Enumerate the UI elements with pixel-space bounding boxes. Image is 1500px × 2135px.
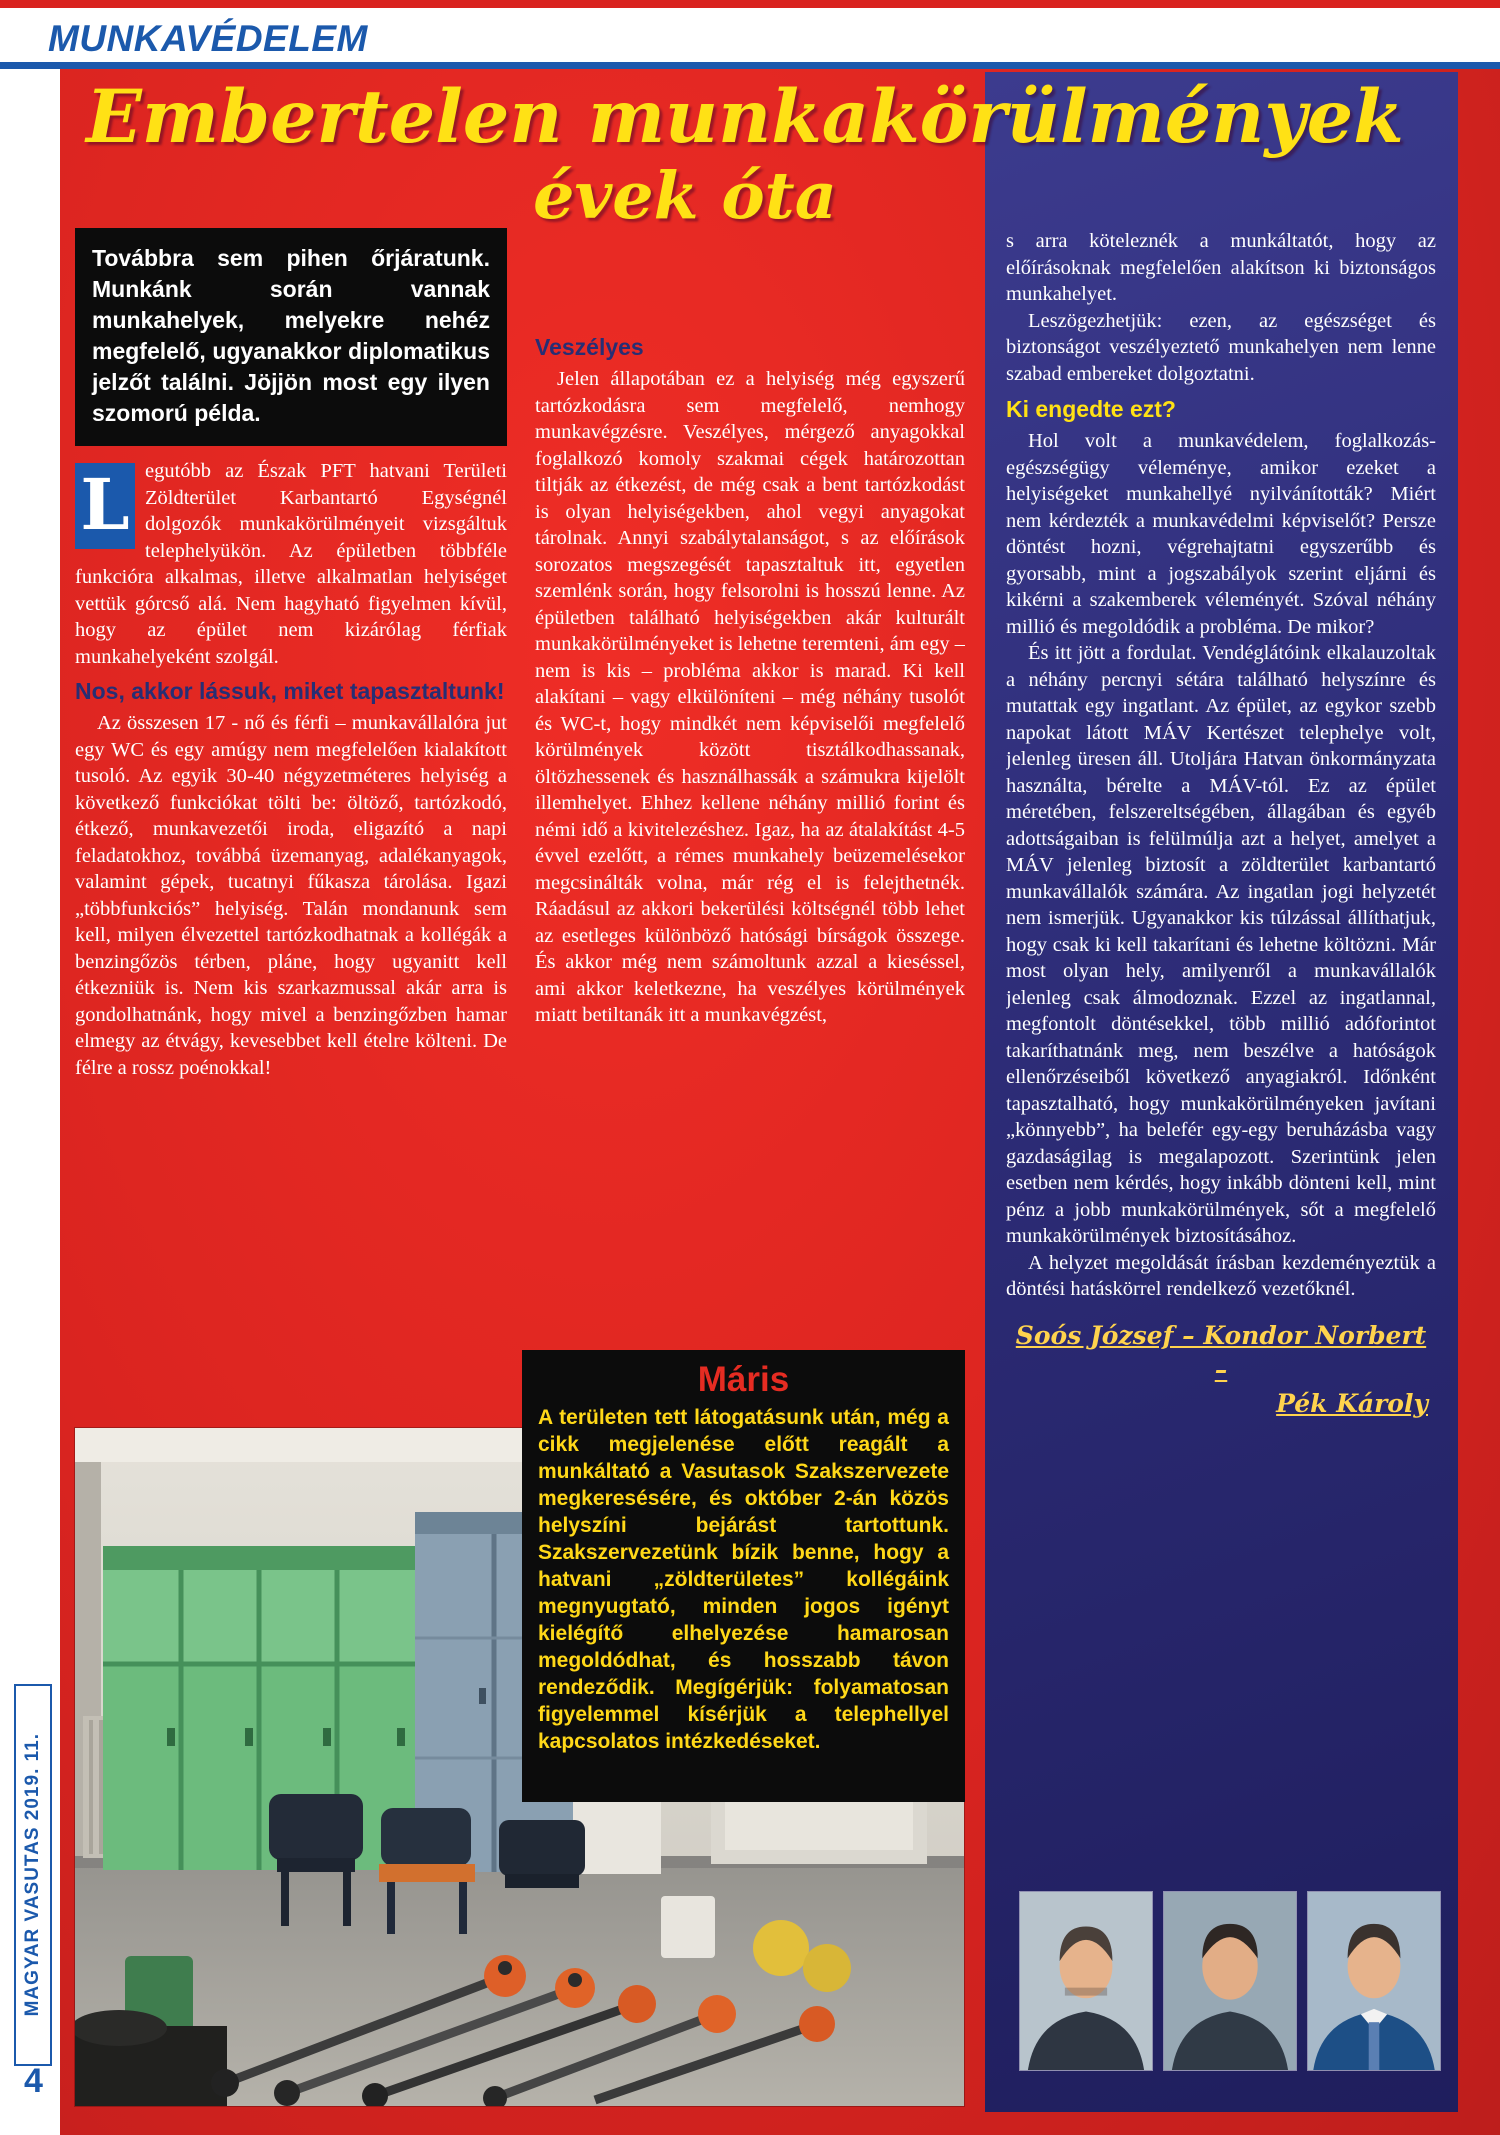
- portrait-2-graphic: [1164, 1892, 1296, 2070]
- column-left: [75, 458, 507, 1423]
- green-lockers-shape: [103, 1546, 415, 1870]
- header-rule: [0, 62, 1500, 69]
- magazine-spine-label: MAGYAR VASUTAS 2019. 11.: [22, 1733, 43, 2017]
- portrait-photo-2: [1164, 1892, 1296, 2070]
- helmet-shape: [753, 1920, 809, 1976]
- spine-box: [14, 1684, 52, 2066]
- dropcap-letter: L: [75, 463, 135, 549]
- left-paragraph-1-text: egutóbb az Észak PFT hatvani Területi Zöldterület Karbantartó Egységnél dolgozók munkakörülményeit vizsgáltuk telephelyükön. Az épületben többféle funkcióra alkalmas, illetve alkalmatlan helyiséget vettük górcső alá. Nem hagyható figyelmen kívül, hogy az épület nem kizárólag férfiak munkahelyeként szolgál.: [75, 460, 507, 668]
- byline: [1006, 1319, 1436, 1421]
- left-subhead: Nos, akkor lássuk, miket tapasztaltunk!: [75, 678, 505, 704]
- top-edge-rule: [0, 0, 1500, 8]
- helmet-2-shape: [803, 1944, 851, 1992]
- page-header-bar: [0, 8, 1500, 62]
- title-line-1: Embertelen munkakörülmények: [86, 74, 1404, 160]
- portrait-photo-3: [1308, 1892, 1440, 2070]
- right-paragraph-4: És itt jött a fordulat. Vendéglátóink elkalauzoltak a néhány percnyi sétára található helyszínre és mutattak egy ingatlant. Az épület, az egykor szebb napokat látott MÁV Kertészet telephelye volt, jelenleg üresen áll. Utoljára Hatvan önkormányzata használta, bérelte a MÁV-tól. Ez az épület méretében, felszereltségében, állagában és egyéb adottságaiban is felülmúlja azt a helyet, amelyet a MÁV jelenleg biztosít a zöldterület karbantartó munkavállalók számára. Az ingatlan jogi helyzetét nem ismerjük. Ugyanakkor kis túlzással állíthatjuk, hogy csak ki kell takarítani és lehetne költözni. Már most olyan hely, amilyenről a munkavállalók jelenleg csak álmodoznak. Ezzel az ingatlannal, megfontolt döntésekkel, több millió adóforintot takaríthatnánk meg, nem beszélve a hatóságok ellenőrzéseiből következő anyagiakról. Időnként tapasztalható, hogy munkakörülményeken javítani „könnyebb”, ha belefér egy-egy beruházásba vagy gazdaságilag is megalapozott. Szerintünk jelen esetben nem kérdés, hogy inkább dönteni kell, mint pénz a jobb munkakörülmények, sőt a megfelelő munkakörülmények biztosításához.: [1006, 642, 1436, 1247]
- right-subhead: Ki engedte ezt?: [1006, 396, 1176, 422]
- author-portraits: [1020, 1892, 1440, 2070]
- left-paragraph-1: [75, 458, 507, 670]
- right-paragraph-2: Leszögezhetjük: ezen, az egészséget és biztonságot veszélyeztető munkahelyen nem lenne szabad embereket dolgoztatni.: [1006, 309, 1436, 385]
- right-paragraph-1: s arra köteleznék a munkáltatót, hogy az előírásoknak megfelelően alakítson ki biztonságos munkahelyet.: [1006, 230, 1436, 305]
- update-box-title: Máris: [697, 1360, 790, 1399]
- portrait-photo-1: [1020, 1892, 1152, 2070]
- lead-text: Továbbra sem pihen őrjáratunk. Munkánk során vannak munkahelyek, melyekre nehéz megfelelő, ugyanakkor diplomatikus jelzőt találni. Jöjjön most egy ilyen szomorú példa.: [92, 245, 490, 426]
- update-box: [522, 1350, 965, 1802]
- update-box-text: A területen tett látogatásunk után, még a cikk megjelenése előtt reagált a munkáltató a Vasutasok Szakszervezete megkeresésére, és október 2-án közös helyszíni bejárást tartottunk. Szakszervezetünk bízik benne, hogy a hatvani „zöldterületes” kollégáink megnyugtató, minden jogos igényt kielégítő elhelyezése hamarosan megoldódhat, és hosszabb távon rendeződik. Megígérjük: folyamatosan figyelemmel kísérjük a telephellyel kapcsolatos intézkedéseket.: [538, 1406, 949, 1753]
- title-line-2: évek óta: [533, 157, 837, 234]
- column-right: [1006, 228, 1436, 1890]
- middle-subhead: Veszélyes: [535, 334, 644, 360]
- right-paragraph-5: A helyzet megoldását írásban kezdeményeztük a döntési hatáskörrel rendelkező vezetőknél.: [1006, 1251, 1436, 1300]
- article-title: [50, 74, 1440, 234]
- section-kicker: MUNKAVÉDELEM: [48, 18, 368, 59]
- left-paragraph-2: Az összesen 17 - nő és férfi – munkavállalóra jut egy WC és egy amúgy nem megfelelően kialakított tusoló. Az egyik 30-40 négyzetméteres helyiség a következő funkciókat tölti be: öltöző, tartózkodó, étkező, munkavezetői iroda, eligazító a napi feladatokhoz, továbbá üzemanyag, adalékanyagok, valamint gépek, tucatnyi fűkasza tárolása. Igazi „többfunkciós” helyiség. Talán mondanunk sem kell, milyen élvezettel tartózkodhatnak a kollégák a benzingőzös térben, pláne, hogy ugyanitt kell étkezniük is. Nem kis szarkazmussal akár arra is gondolhatnánk, hogy mivel a benzingőzben hamar elmegy az étvágy, kevesebbet kell ételre költeni. De félre a rossz poénokkal!: [75, 712, 507, 1079]
- lead-paragraph-box: [75, 228, 507, 446]
- byline-line-1: Soós József – Kondor Norbert –: [1015, 1320, 1427, 1384]
- byline-line-2: Pék Károly: [1276, 1388, 1428, 1418]
- right-paragraph-3: Hol volt a munkavédelem, foglalkozás-egészségügy véleménye, amikor ezeket a helyiségeket munkahellyé nyilvánították? Miért nem kérdezték a munkavédelmi képviselőt? Persze döntést hozni, végrehajtatni egyszerűbb és gyorsabb, mint a jogszabályok szerint eljárni és kikérni a szakemberek véleményét. Szóval néhány millió és megoldódik a probléma. De mikor?: [1006, 430, 1436, 638]
- page-number: 4: [24, 2062, 43, 2100]
- column-middle: [535, 334, 965, 1346]
- middle-paragraph-1: Jelen állapotában ez a helyiség még egyszerű tartózkodásra sem megfelelő, nemhogy munkavégzésre. Veszélyes, mérgező anyagokkal foglalkozó komoly szakmai cégek határozottan tiltják az étkezést, de még csak a bent tartózkodást is olyan helyiségekben, ahol vegyi anyagokat tárolnak. Annyi szabálytalanságot, s az előírások sorozatos megszegését tapasztaltuk itt, egyetlen szemlénk során, hogy felsorolni is hosszú lenne. Az épületben található helyiségekben akár kulturált munkakörülményeket is lehetne teremteni, ám egy – nem is kis – probléma akkor is marad. Ki kell alakítani – vagy elkülöníteni – még néhány tusolót és WC-t, hogy mindkét nem képviselői megfelelő körülmények között tisztálkodhassanak, öltözhessenek és használhassák a számukra kijelölt illemhelyet. Ehhez kellene néhány millió forint és némi idő a kivitelezéshez. Igaz, ha az átalakítást 4-5 évvel ezelőtt, a rémes munkahely beüzemelésekor megcsinálták volna, már rég el is felejthetnék. Ráadásul az akkori bekerülési költségnél több lehet az esetleges különböző hatósági bírságok összege. És akkor még nem számoltunk azzal a kieséssel, ami akkor keletkezne, ha veszélyes körülmények miatt betiltanák itt a munkavégzést,: [535, 368, 965, 1026]
- portrait-1-graphic: [1020, 1892, 1152, 2070]
- bucket-shape: [661, 1896, 715, 1958]
- portrait-3-graphic: [1308, 1892, 1440, 2070]
